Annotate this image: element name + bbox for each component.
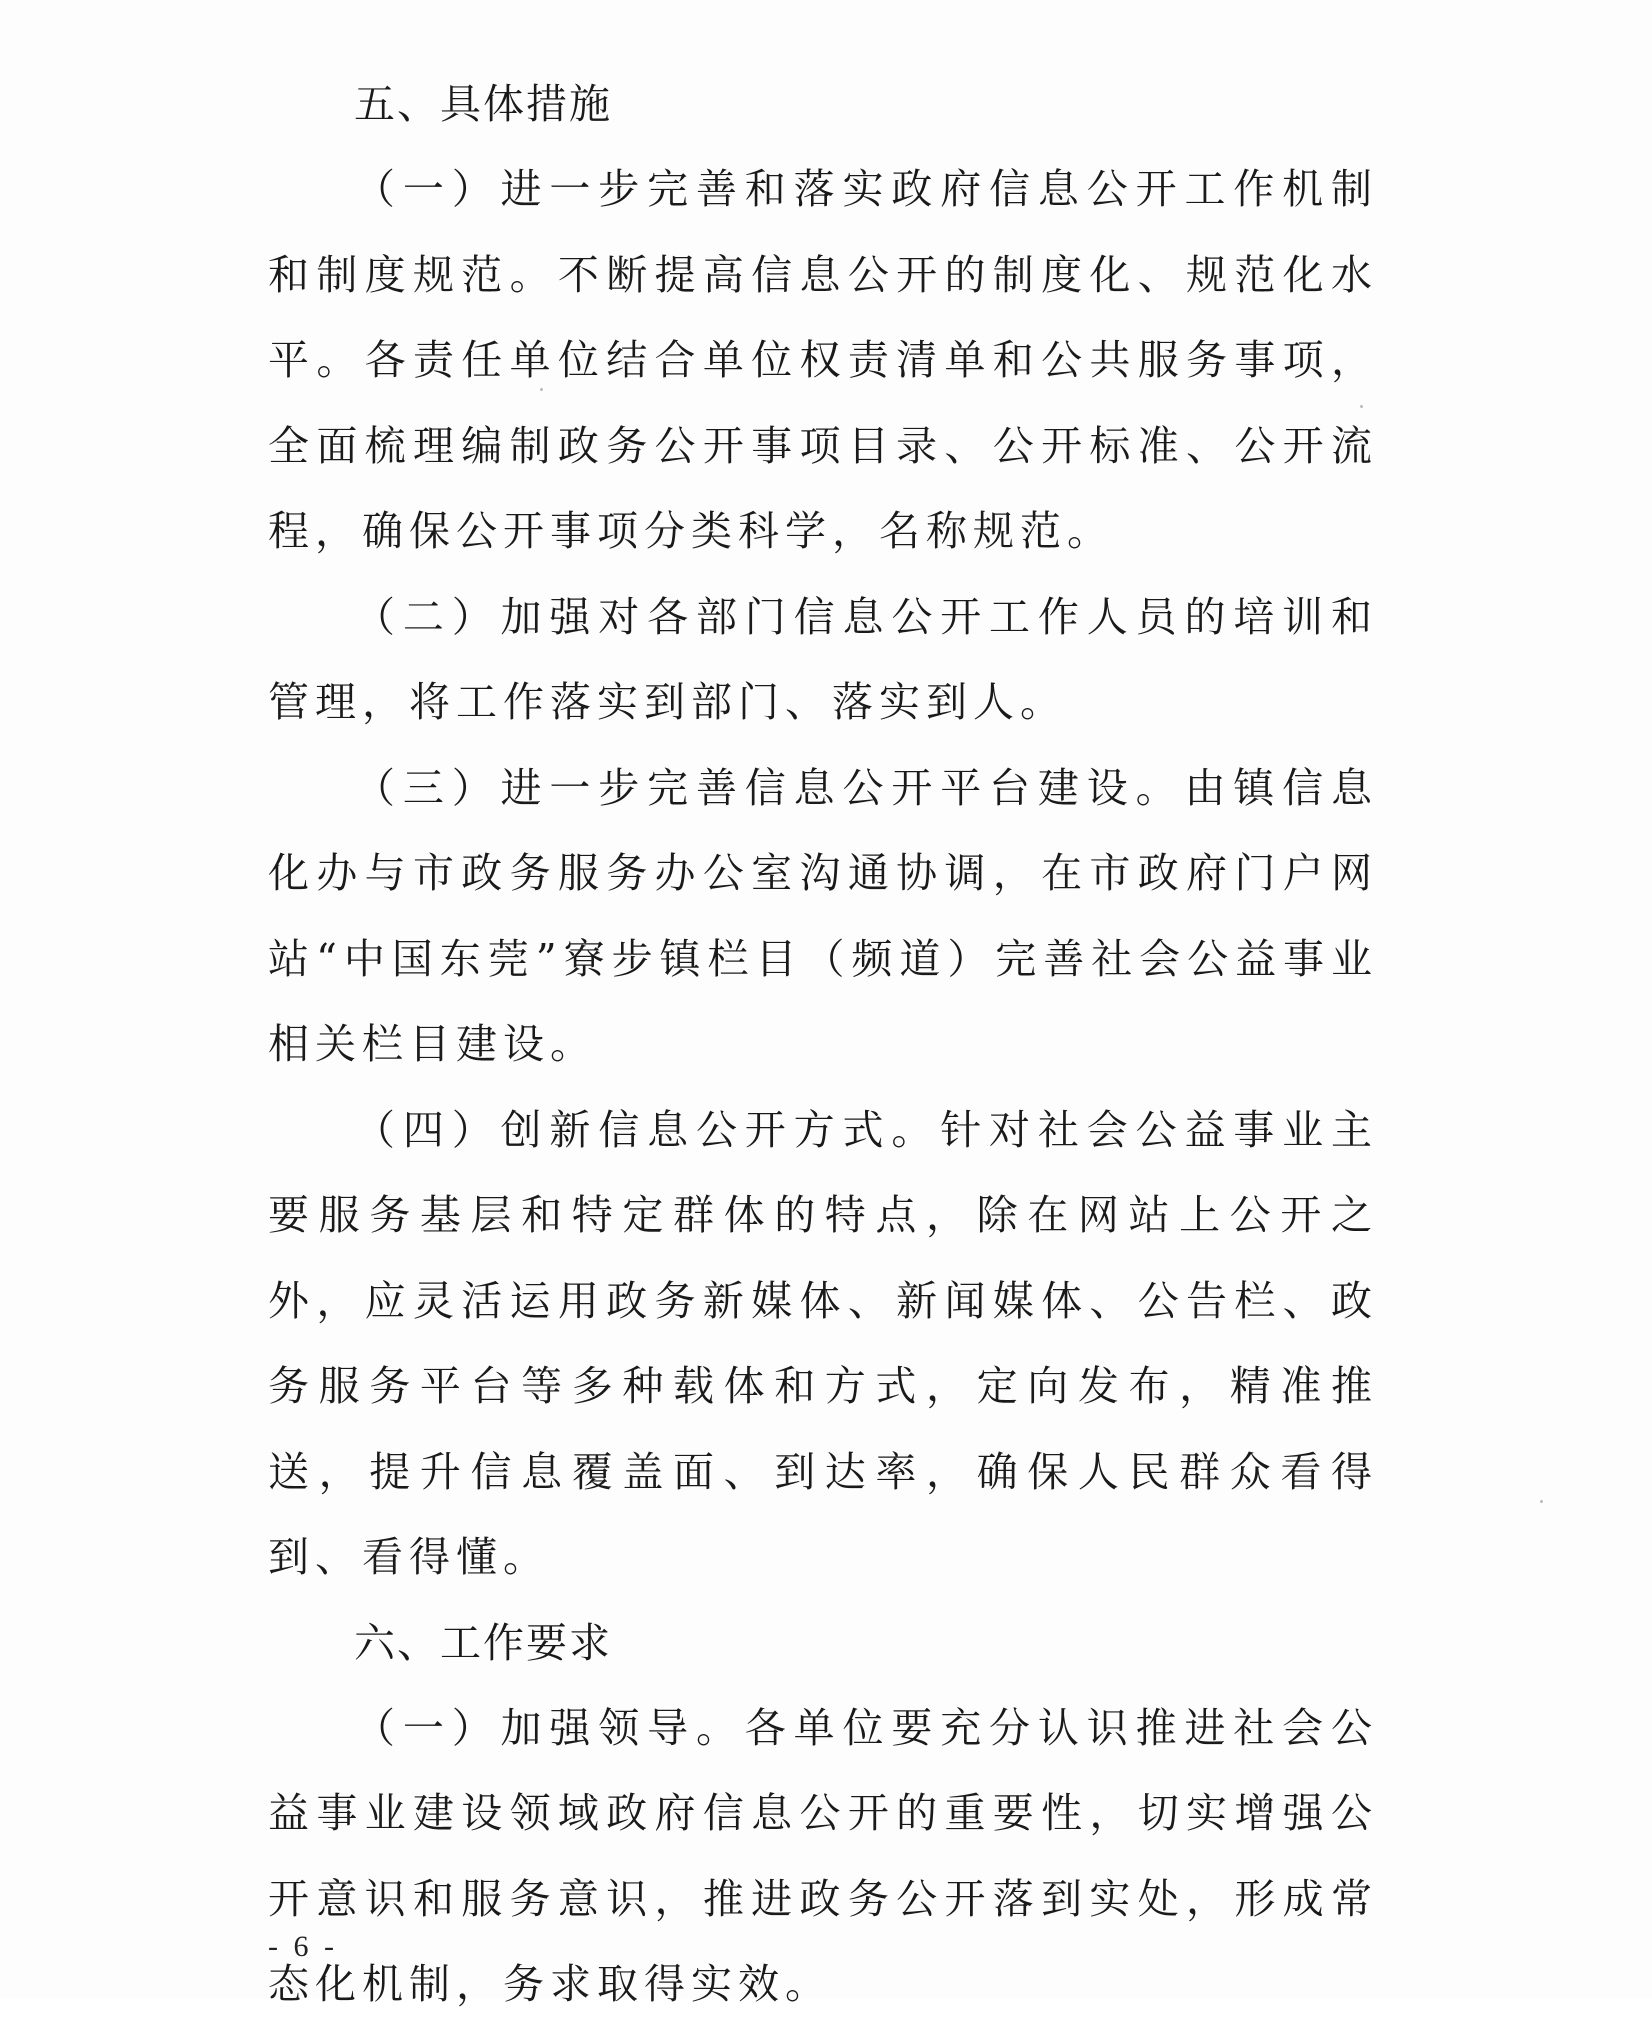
section-heading-5: 五、具体措施 (354, 80, 612, 128)
paragraph-5-4: （四）创新信息公开方式。针对社会公益事业主要服务基层和特定群体的特点，除在网站上公开之外，应灵活运用政务新媒体、新闻媒体、公告栏、政务服务平台等多种载体和方式，定向发布，精准推送，提升信息覆盖面、到达率，确保人民群众看得到、看得懂。 (268, 1105, 1378, 1581)
scan-speck (540, 388, 543, 391)
scan-speck (1540, 1500, 1543, 1503)
paragraph-6-1: （一）加强领导。各单位要充分认识推进社会公益事业建设领域政府信息公开的重要性，切实增强公开意识和服务意识，推进政务公开落到实处，形成常态化机制，务求取得实效。 (268, 1703, 1378, 2008)
paragraph-5-3: （三）进一步完善信息公开平台建设。由镇信息化办与市政务服务办公室沟通协调，在市政府门户网站“中国东莞”寮步镇栏目（频道）完善社会公益事业相关栏目建设。 (268, 763, 1378, 1068)
scan-speck (1360, 405, 1363, 408)
paragraph-5-2: （二）加强对各部门信息公开工作人员的培训和管理，将工作落实到部门、落实到人。 (268, 592, 1378, 726)
section-heading-6: 六、工作要求 (354, 1618, 612, 1667)
document-body (268, 62, 1378, 2028)
paragraph-5-1: （一）进一步完善和落实政府信息公开工作机制和制度规范。不断提高信息公开的制度化、规范化水平。各责任单位结合单位权责清单和公共服务事项，全面梳理编制政务公开事项目录、公开标准、公开流程，确保公开事项分类科学，名称规范。 (268, 165, 1378, 555)
page-number: - 6 - (268, 1930, 338, 1963)
